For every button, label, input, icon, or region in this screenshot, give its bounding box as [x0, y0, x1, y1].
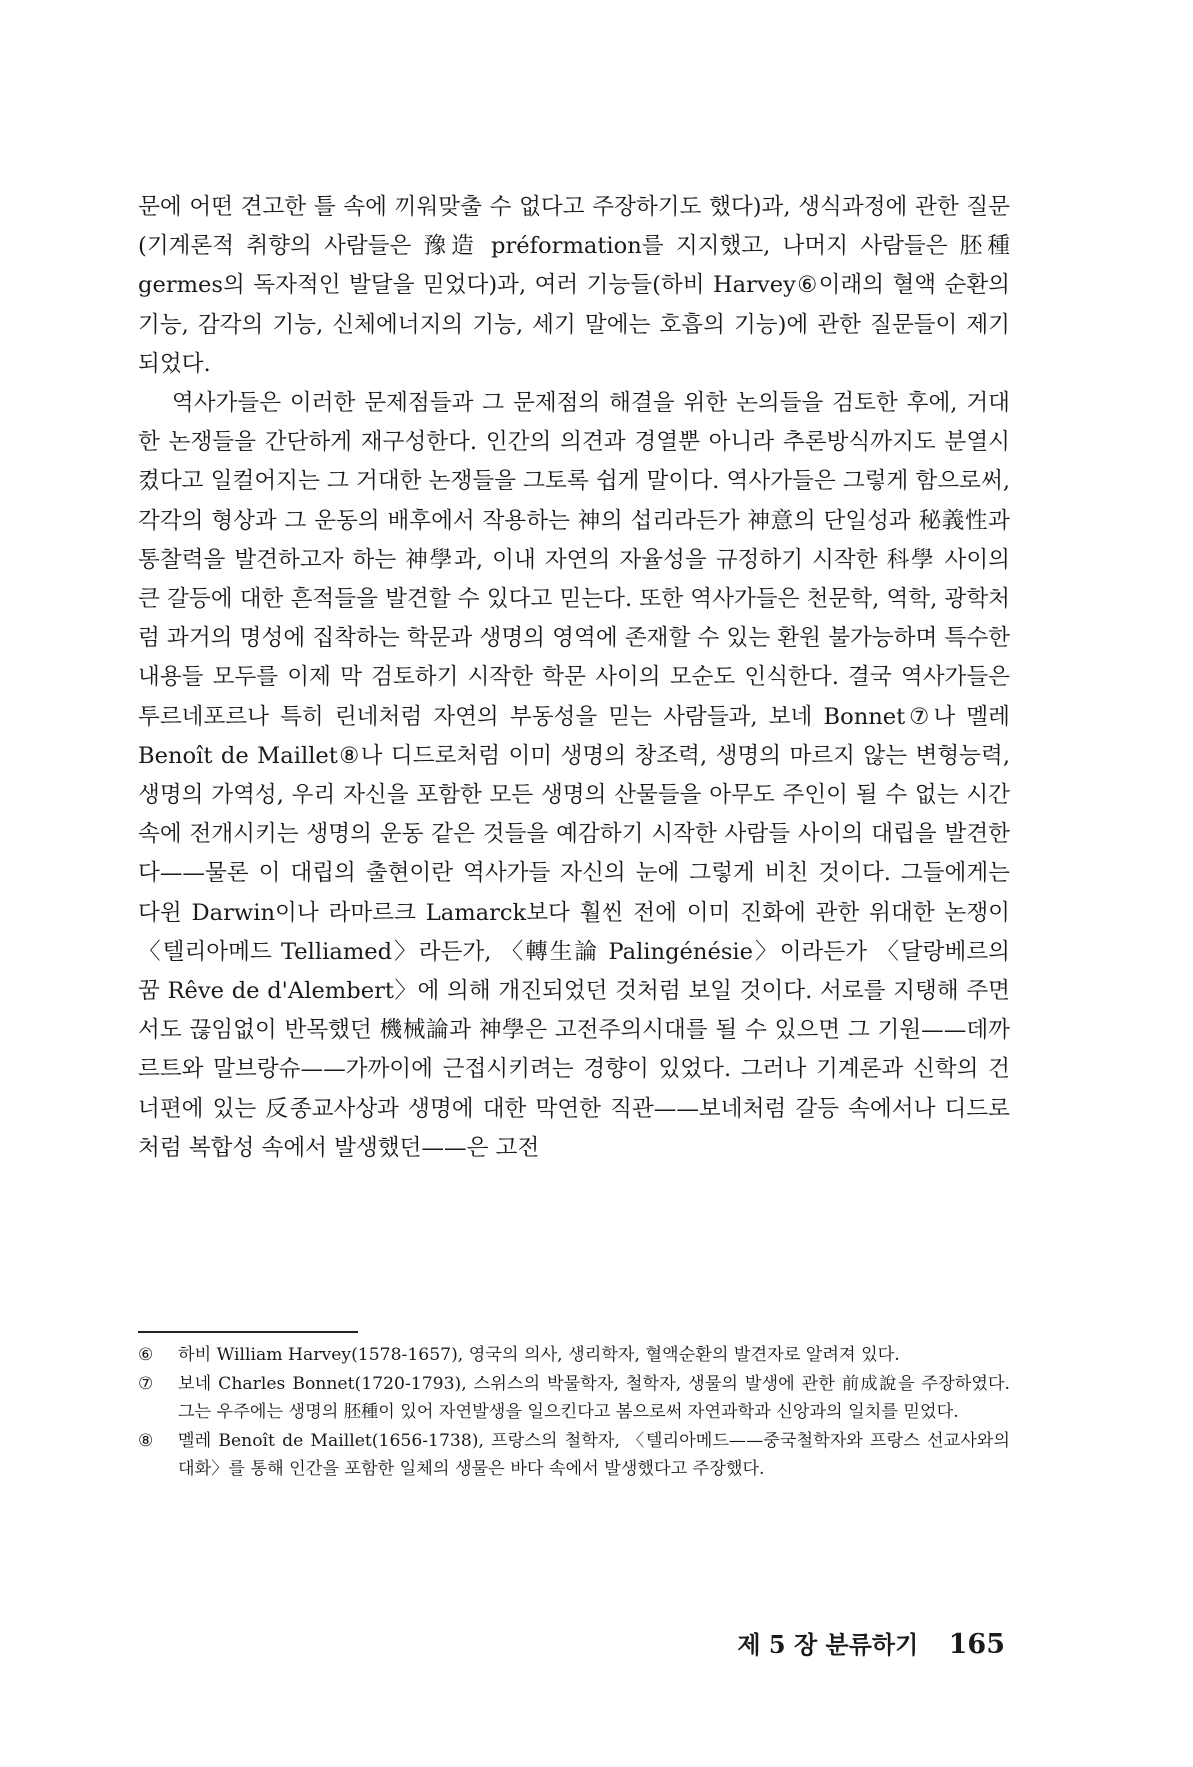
footnote-text: 멜레 Benoît de Maillet(1656-1738), 프랑스의 철학자, 〈텔리아메드——중국철학자와 프랑스 선교사와의 대화〉를 통해 인간을 포함한 일체의 생물은 바다 속에서 발생했다고 주장했다. — [178, 1430, 1010, 1480]
footnote-divider — [138, 1331, 358, 1333]
footnote-marker: ⑥ — [138, 1345, 154, 1365]
footnote-marker: ⑦ — [138, 1373, 154, 1394]
page-footer — [737, 1625, 1005, 1660]
page-number: 165 — [948, 1629, 1005, 1660]
footnotes — [138, 1341, 1010, 1484]
footnote-6 — [138, 1341, 1010, 1370]
body-text — [138, 188, 1010, 1168]
footnote-text: 하비 William Harvey(1578-1657), 영국의 의사, 생리학자, 혈액순환의 발견자로 알려져 있다. — [178, 1345, 900, 1365]
running-chapter-title: 제 5 장 분류하기 — [737, 1630, 919, 1659]
main-text-column — [138, 188, 1010, 1168]
paragraph: 역사가들은 이러한 문제점들과 그 문제점의 해결을 위한 논의들을 검토한 후에, 거대한 논쟁들을 간단하게 재구성한다. 인간의 의견과 경열뿐 아니라 추론방식까지도 분열시켰다고 일컬어지는 그 거대한 논쟁들을 그토록 쉽게 말이다. 역사가들은 그렇게 함으로써, 각각의 형상과 그 운동의 배후에서 작용하는 神의 섭리라든가 神意의 단일성과 秘義性과 통찰력을 발견하고자 하는 神學과, 이내 자연의 자율성을 규정하기 시작한 科學 사이의 큰 갈등에 대한 흔적들을 발견할 수 있다고 믿는다. 또한 역사가들은 천문학, 역학, 광학처럼 과거의 명성에 집착하는 학문과 생명의 영역에 존재할 수 있는 환원 불가능하며 특수한 내용들 모두를 이제 막 검토하기 시작한 학문 사이의 모순도 인식한다. 결국 역사가들은 투르네포르나 특히 린네처럼 자연의 부동성을 믿는 사람들과, 보네 Bonnet⑦나 멜레 Benoît de Maillet⑧나 디드로처럼 이미 생명의 창조력, 생명의 마르지 않는 변형능력, 생명의 가역성, 우리 자신을 포함한 모든 생명의 산물들을 아무도 주인이 될 수 없는 시간 속에 전개시키는 생명의 운동 같은 것들을 예감하기 시작한 사람들 사이의 대립을 발견한다——물론 이 대립의 출현이란 역사가들 자신의 눈에 그렇게 비친 것이다. 그들에게는 다윈 Darwin이나 라마르크 Lamarck보다 훨씬 전에 이미 진화에 관한 위대한 논쟁이 〈텔리아메드 Telliamed〉라든가, 〈轉生論 Palingénésie〉이라든가 〈달랑베르의 꿈 Rêve de d'Alembert〉에 의해 개진되었던 것처럼 보일 것이다. 서로를 지탱해 주면서도 끊임없이 반목했던 機械論과 神學은 고전주의시대를 될 수 있으면 그 기원——데까르트와 말브랑슈——가까이에 근접시키려는 경향이 있었다. 그러나 기계론과 신학의 건너편에 있는 反종교사상과 생명에 대한 막연한 직관——보네처럼 갈등 속에서나 디드로처럼 복합성 속에서 발생했던——은 고전 — [138, 390, 1010, 1161]
footnote-7 — [138, 1370, 1010, 1427]
footnote-8 — [138, 1427, 1010, 1484]
paragraph-continuation: 문에 어떤 견고한 틀 속에 끼워맞출 수 없다고 주장하기도 했다)과, 생식과정에 관한 질문(기계론적 취향의 사람들은 豫造 préformation를 지지했고, 나머지 사람들은 胚種 germes의 독자적인 발달을 믿었다)과, 여러 기능들(하비 Harvey⑥이래의 혈액 순환의 기능, 감각의 기능, 신체에너지의 기능, 세기 말에는 호흡의 기능)에 관한 질문들이 제기되었다. — [138, 194, 1010, 377]
footnote-marker: ⑧ — [138, 1430, 154, 1451]
footnote-text: 보네 Charles Bonnet(1720-1793), 스위스의 박물학자, 철학자, 생물의 발생에 관한 前成說을 주장하였다. 그는 우주에는 생명의 胚種이 있어 자연발생을 일으킨다고 봄으로써 자연과학과 신앙과의 일치를 믿었다. — [178, 1373, 1010, 1423]
